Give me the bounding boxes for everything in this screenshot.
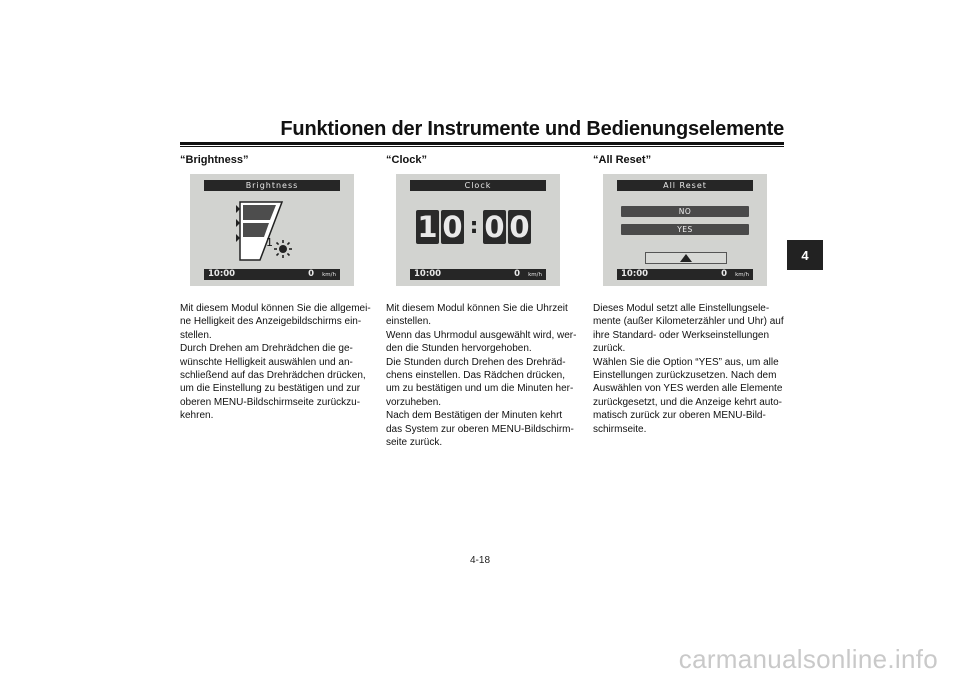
all-reset-screen-illustration	[603, 174, 767, 286]
clock-readout: 10:00	[208, 269, 236, 279]
brightness-screen-illustration	[190, 174, 354, 286]
screen-status-bar	[410, 269, 546, 280]
clock-digit-hour-tens: 1	[417, 210, 438, 244]
section-body-text: Mit diesem Modul können Sie die allgemei- ne Helligkeit des Anzeigebildschirms ein- stellen. Durch Drehen am Drehrädchen die ge- wünschte Helligkeit auswählen und an- schließend auf das Drehrädchen drücken, um die Einstellung zu bestätigen und zur oberen MENU-Bildschirmseite zurückzu- kehren.	[180, 303, 371, 422]
clock-readout: 10:00	[414, 269, 442, 279]
screen-label: All Reset	[617, 180, 753, 191]
screen-status-bar	[617, 269, 753, 280]
brightness-level-graphic	[190, 174, 354, 269]
section-body-text: Mit diesem Modul können Sie die Uhrzeit einstellen. Wenn das Uhrmodul ausgewählt wird, wer- den die Stunden hervorgehoben. Die Stunden durch Drehen des Drehräd- chens einstellen. Das Rädchen drücken, um zu bestätigen und um die Minuten her- vorzuheben. Nach dem Bestätigen der Minuten kehrt das System zur oberen MENU-Bildschirm- seite zurück.	[386, 303, 577, 449]
section-title: “Clock”	[386, 154, 427, 166]
clock-readout: 10:00	[621, 269, 649, 279]
speed-unit: km/h	[735, 272, 749, 278]
screen-label: Brightness	[204, 180, 340, 191]
speed-readout: 0	[308, 269, 314, 279]
clock-digit-minute-ones: 0	[509, 210, 530, 244]
section-title: “All Reset”	[593, 154, 652, 166]
header-rule	[180, 142, 784, 145]
watermark: carmanualsonline.info	[678, 644, 938, 674]
speed-unit: km/h	[322, 272, 336, 278]
header-rule-thin	[180, 146, 784, 147]
triangle-up-icon	[680, 254, 692, 262]
section-clock	[386, 154, 580, 449]
option-yes: YES	[621, 224, 749, 235]
page-header-title: Funktionen der Instrumente und Bedienungselemente	[280, 118, 784, 140]
screen-label: Clock	[410, 180, 546, 191]
clock-digit-minute-tens: 0	[484, 210, 505, 244]
clock-screen-illustration	[396, 174, 560, 286]
clock-digit-hour-ones: 0	[442, 210, 463, 244]
section-body-text: Dieses Modul setzt alle Einstellungsele- mente (außer Kilometerzähler und Uhr) auf ihre Standard- oder Werkseinstellungen zurück. Wählen Sie die Option “YES” aus, um alle Einstellungen zurückzusetzen. Nach dem Auswählen von YES werden alle Elemente zurückgesetzt, und die Anzeige kehrt auto- matisch zurück zur oberen MENU-Bild- schirmseite.	[593, 303, 784, 435]
screen-status-bar	[204, 269, 340, 280]
brightness-level-marker: 1	[266, 236, 273, 249]
section-all-reset	[593, 154, 787, 436]
selector-bar	[645, 252, 727, 264]
chapter-tab[interactable]: 4	[787, 240, 823, 270]
section-brightness	[180, 154, 374, 423]
speed-unit: km/h	[528, 272, 542, 278]
clock-colon: :	[469, 213, 479, 239]
page-number: 4-18	[469, 555, 490, 566]
option-no: NO	[621, 206, 749, 217]
sun-icon	[274, 240, 292, 258]
speed-readout: 0	[514, 269, 520, 279]
section-title: “Brightness”	[180, 154, 249, 166]
speed-readout: 0	[721, 269, 727, 279]
